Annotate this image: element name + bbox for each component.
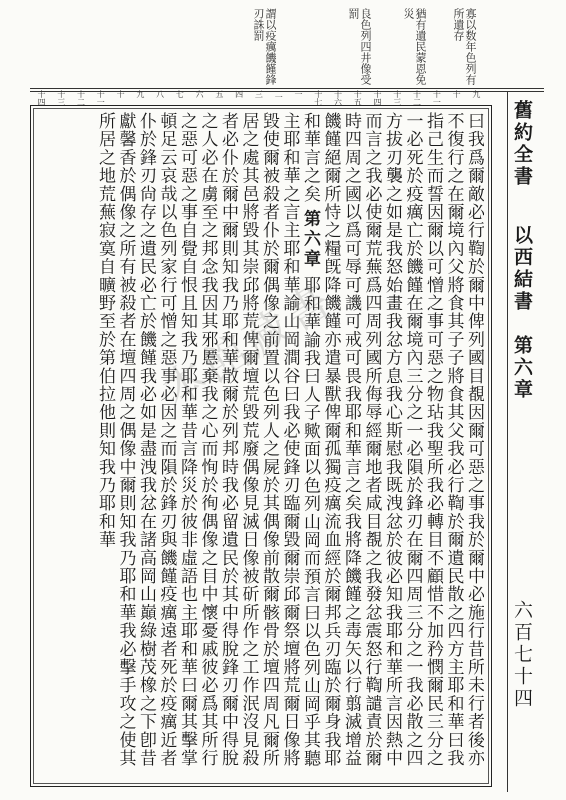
verse-number: 十五 <box>353 90 363 106</box>
chapter-heading: 第六章 <box>300 209 320 270</box>
verse-number: 十二 <box>76 90 86 106</box>
verse-number: 三 <box>254 90 264 98</box>
verse-number: 十七 <box>313 90 323 106</box>
verse-number: 七 <box>175 90 185 98</box>
side-rule <box>507 92 508 792</box>
verse-number: 八 <box>155 90 165 98</box>
header-note-2: 良色列四井像受罰 <box>347 8 372 85</box>
body-text <box>40 112 484 776</box>
library-watermark: 本館藏書 <box>153 273 344 419</box>
verse-number: 十三 <box>392 90 402 106</box>
verse-number: 十一 <box>96 90 106 106</box>
verse-number: 一 <box>293 90 303 98</box>
header-note-3: 猶有遺民蒙恩免災 <box>402 8 427 85</box>
header-notes <box>60 8 506 86</box>
page-number: 六百七十四 <box>511 600 533 710</box>
verse-number-line <box>36 90 482 106</box>
verse-number: 四 <box>234 90 244 98</box>
verse-number: 十二 <box>412 90 422 106</box>
verse-number: 十一 <box>432 90 442 106</box>
verse-number: 十四 <box>37 90 46 106</box>
paragraph-2: 耶和華諭我曰人子歟面以色列山岡而預言曰以色列山岡乎其聽主耶和華之言主耶和華諭山岡澗谷曰我必使鋒刃臨爾毀爾崇邱爾祭壇將荒爾日像將毀使爾被殺者仆於爾偶像之前置以色列人之屍於其偶像前散爾骸骨於壇四周凡爾所居之處其邑將毀其崇邱將荒俾爾壇荒毀荒廢偶像見滅日像被斫所作之工作泯沒見殺者必仆於爾中爾則知我乃耶和華散爾於列邦時我必留遺民於其中得脫鋒刃爾中得脫之人必在虜至之邦念我因其邪慝棄我之心而恂於徇偶像之目中懷憂戚彼必爲其所行之惡可惡之事自覺自恨且知我乃耶和華昔言降災於彼非虛語也主耶和華曰爾其擊掌頓足云哀哉以色列家行可憎之惡事必因之而隕於鋒刃與饑饉疫癘遠者死於疫癘近者仆於鋒刃尙存之遺民必亡於饑饉我必如是盡洩我忿在諸高岡山巔綠樹茂橡之下卽昔獻馨香於偶像之所有被殺者在壇四周之偶像中爾則知我乃耶和華我必擊手攻之使其所居之地荒蕪寂寞自曠野至於第伯拉他則知我乃耶和華 <box>95 112 320 768</box>
top-rule <box>30 88 544 89</box>
book-title: 舊約全書 <box>511 100 533 188</box>
paragraph-1: 曰我爲爾敵必行鞫於爾中俾列國目覩因爾可惡之事我於爾中必施行昔所未行者後亦不復行之在爾境內父將食其子子將食其父我必行鞫於爾遺民散之四方主耶和華曰我指己生而誓因爾以可憎之事可惡之物玷我聖所我必轉目不顧惜不加矜憫爾民三分之一必死於疫癘亡於饑饉在爾境內三分之一必隕於鋒刃在爾四周三分之一我必散之四方拔刃襲之如是我怒始畫我忿方息我心斯慰我既洩忿於彼必知我耶和華所言因熱中而言之我必使爾荒蕪爲四周列國所侮辱經爾地者咸目覩之我發忿震怒行鞫譴責於爾時四周之國以爲可辱可譏可戒可畏我耶和華言之矣我將降饑饉之毒矢以行翦滅增益饑饉絕爾所恃之糧旣降饑饉亦遣暴獸俾爾孤獨疫癘流血經於爾邦兵刃臨於爾身我耶和華言之矣 <box>300 112 484 768</box>
verse-number: 六 <box>195 90 205 98</box>
verse-number: 二 <box>274 90 284 98</box>
verse-number: 十三 <box>56 90 66 106</box>
verse-number: 五 <box>214 90 224 98</box>
chapter-label: 第六章 <box>511 335 533 401</box>
verse-number: 十 <box>116 90 126 98</box>
book-name: 以西結書 <box>511 225 533 313</box>
verse-number: 十六 <box>333 90 343 106</box>
verse-number: 十四 <box>373 90 383 106</box>
verse-number: 九 <box>471 90 481 98</box>
header-note-4: 寡以数年色列有所遺存 <box>452 8 477 85</box>
verse-number: 九 <box>135 90 145 98</box>
verse-number: 十 <box>452 90 462 98</box>
header-note-1: 謂以疫癘饑饉鋒刃誅罰 <box>252 8 277 85</box>
